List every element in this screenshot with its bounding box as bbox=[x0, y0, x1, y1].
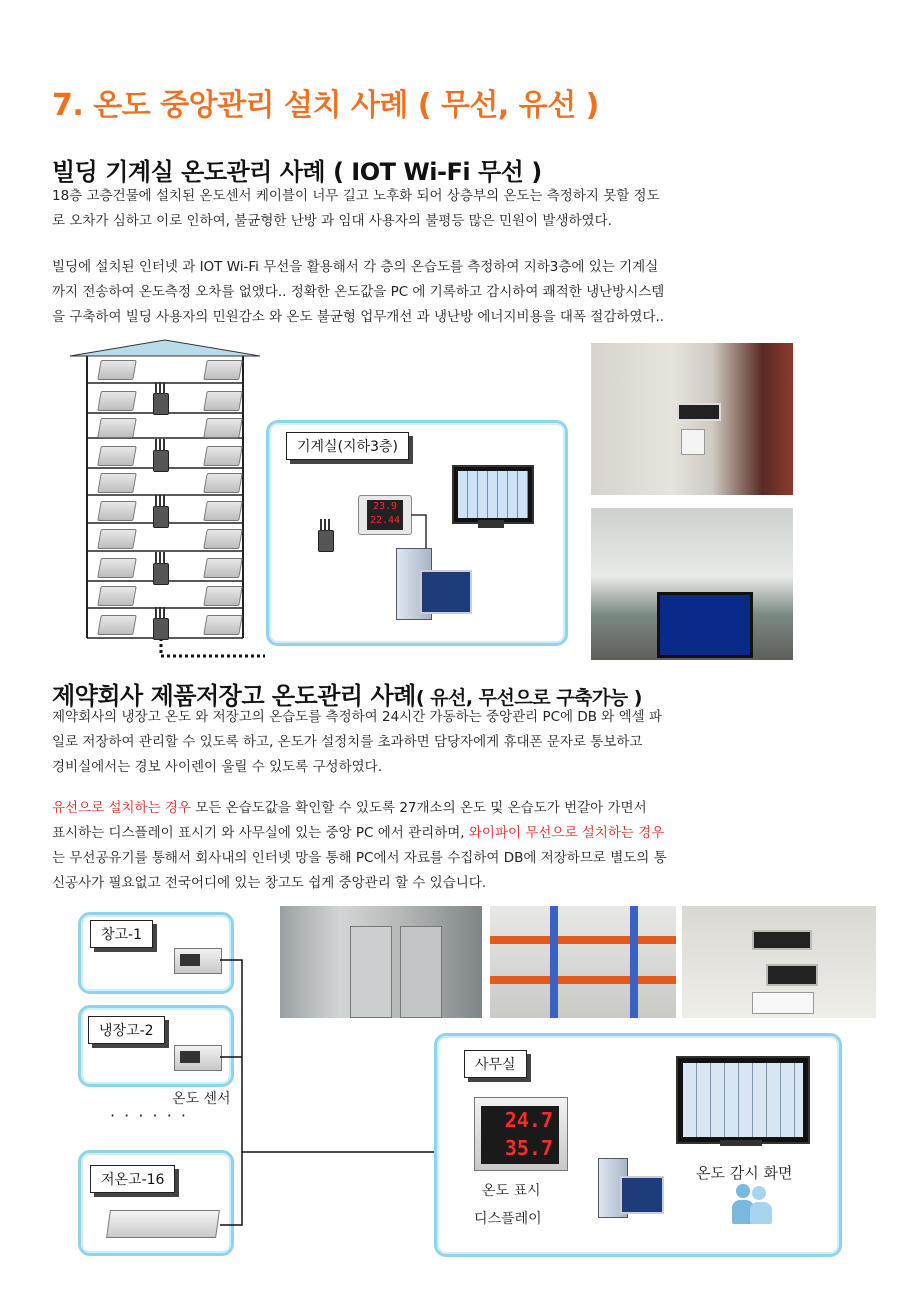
big-led-value-top: 24.7 bbox=[504, 1108, 553, 1132]
para-line: 일로 저장하여 관리할 수 있도록 하고, 온도가 설정치를 초과하면 담당자에게 휴대폰 문자로 통보하고 bbox=[52, 734, 643, 750]
main-title: 7. 온도 중앙관리 설치 사례 ( 무선, 유선 ) bbox=[52, 88, 599, 123]
ellipsis-dots: · · · · · · bbox=[110, 1106, 188, 1125]
section2-heading-sub: ( 유선, 무선으로 구축가능 ) bbox=[415, 687, 642, 709]
red-highlight: 와이파이 무선으로 설치하는 경우 bbox=[468, 825, 665, 841]
section1-heading: 빌딩 기계실 온도관리 사례 ( IOT Wi-Fi 무선 ) bbox=[52, 158, 542, 186]
monitoring-screen-icon bbox=[676, 1056, 810, 1144]
para-line: 빌딩에 설치된 인터넷 과 IOT Wi-Fi 무선을 활용해서 각 층의 온습도를 측정하여 지하3층에 있는 기계실 bbox=[52, 259, 659, 275]
big-led-panel bbox=[481, 1106, 559, 1164]
para-line: 로 오차가 심하고 이로 인하여, 불균형한 난방 과 임대 사용자의 불평등 많은 민원이 발생하였다. bbox=[52, 213, 612, 229]
storage-rack-photo bbox=[490, 906, 676, 1018]
warehouse-fridge-photo bbox=[280, 906, 482, 1018]
para-line: 신공사가 필요없고 전국어디에 있는 창고도 쉽게 중앙관리 할 수 있습니다. bbox=[52, 875, 487, 891]
monitor-stand-icon bbox=[720, 1140, 762, 1146]
pc-monitor-icon bbox=[620, 1176, 664, 1214]
monitor-label: 온도 감시 화면 bbox=[696, 1164, 793, 1182]
red-highlight: 유선으로 설치하는 경우 bbox=[52, 800, 191, 816]
led-value-bottom: 22.44 bbox=[369, 515, 401, 526]
wall-displays-photo bbox=[682, 906, 876, 1018]
users-icon bbox=[732, 1184, 772, 1226]
warehouse1-tag: 창고-1 bbox=[90, 920, 153, 948]
para-line: 18층 고층건물에 설치된 온도센서 케이블이 너무 길고 노후화 되어 상층부의 온도는 측정하지 못할 정도 bbox=[52, 188, 660, 204]
para-line: 제약회사의 냉장고 온도 와 저장고의 온습도를 측정하여 24시간 가동하는 중앙관리 PC에 DB 와 엑셀 파 bbox=[52, 709, 663, 725]
big-temp-display bbox=[474, 1097, 568, 1171]
para-line: 모든 온습도값을 확인할 수 있도록 27개소의 온도 및 온습도가 번갈아 가면서 bbox=[191, 800, 647, 816]
led-value-top: 23.9 bbox=[372, 501, 398, 512]
office-tag: 사무실 bbox=[464, 1050, 527, 1078]
machine-room-tag: 기계실(지하3층) bbox=[286, 432, 409, 460]
big-led-value-bottom: 35.7 bbox=[504, 1136, 553, 1160]
para-line: 표시하는 디스플레이 표시기 와 사무실에 있는 중앙 PC 에서 관리하며, bbox=[52, 825, 469, 841]
cold-storage16-tag: 저온고-16 bbox=[90, 1165, 175, 1193]
fridge2-tag: 냉장고-2 bbox=[88, 1016, 165, 1044]
para-line: 까지 전송하여 온도측정 오차를 없앴다.. 정확한 온도값을 PC 에 기록하고 감시하여 쾌적한 냉난방시스템 bbox=[52, 284, 665, 300]
para-line: 을 구축하여 빌딩 사용자의 민원감소 와 온도 불균형 업무개선 과 냉난방 에너지비용을 대폭 절감하였다.. bbox=[52, 309, 665, 325]
display-label-2: 디스플레이 bbox=[474, 1211, 542, 1227]
sensor-label: 온도 센서 bbox=[172, 1091, 231, 1107]
para-line: 는 무선공유기를 통해서 회사내의 인터넷 망을 통해 PC에서 자료를 수집하여 DB에 저장하므로 별도의 통 bbox=[52, 850, 667, 866]
para-line: 경비실에서는 경보 사이렌이 울릴 수 있도록 구성하였다. bbox=[52, 759, 382, 775]
display-label-1: 온도 표시 bbox=[482, 1183, 541, 1199]
section2-heading-main: 제약회사 제품저장고 온도관리 사례 bbox=[52, 682, 416, 710]
